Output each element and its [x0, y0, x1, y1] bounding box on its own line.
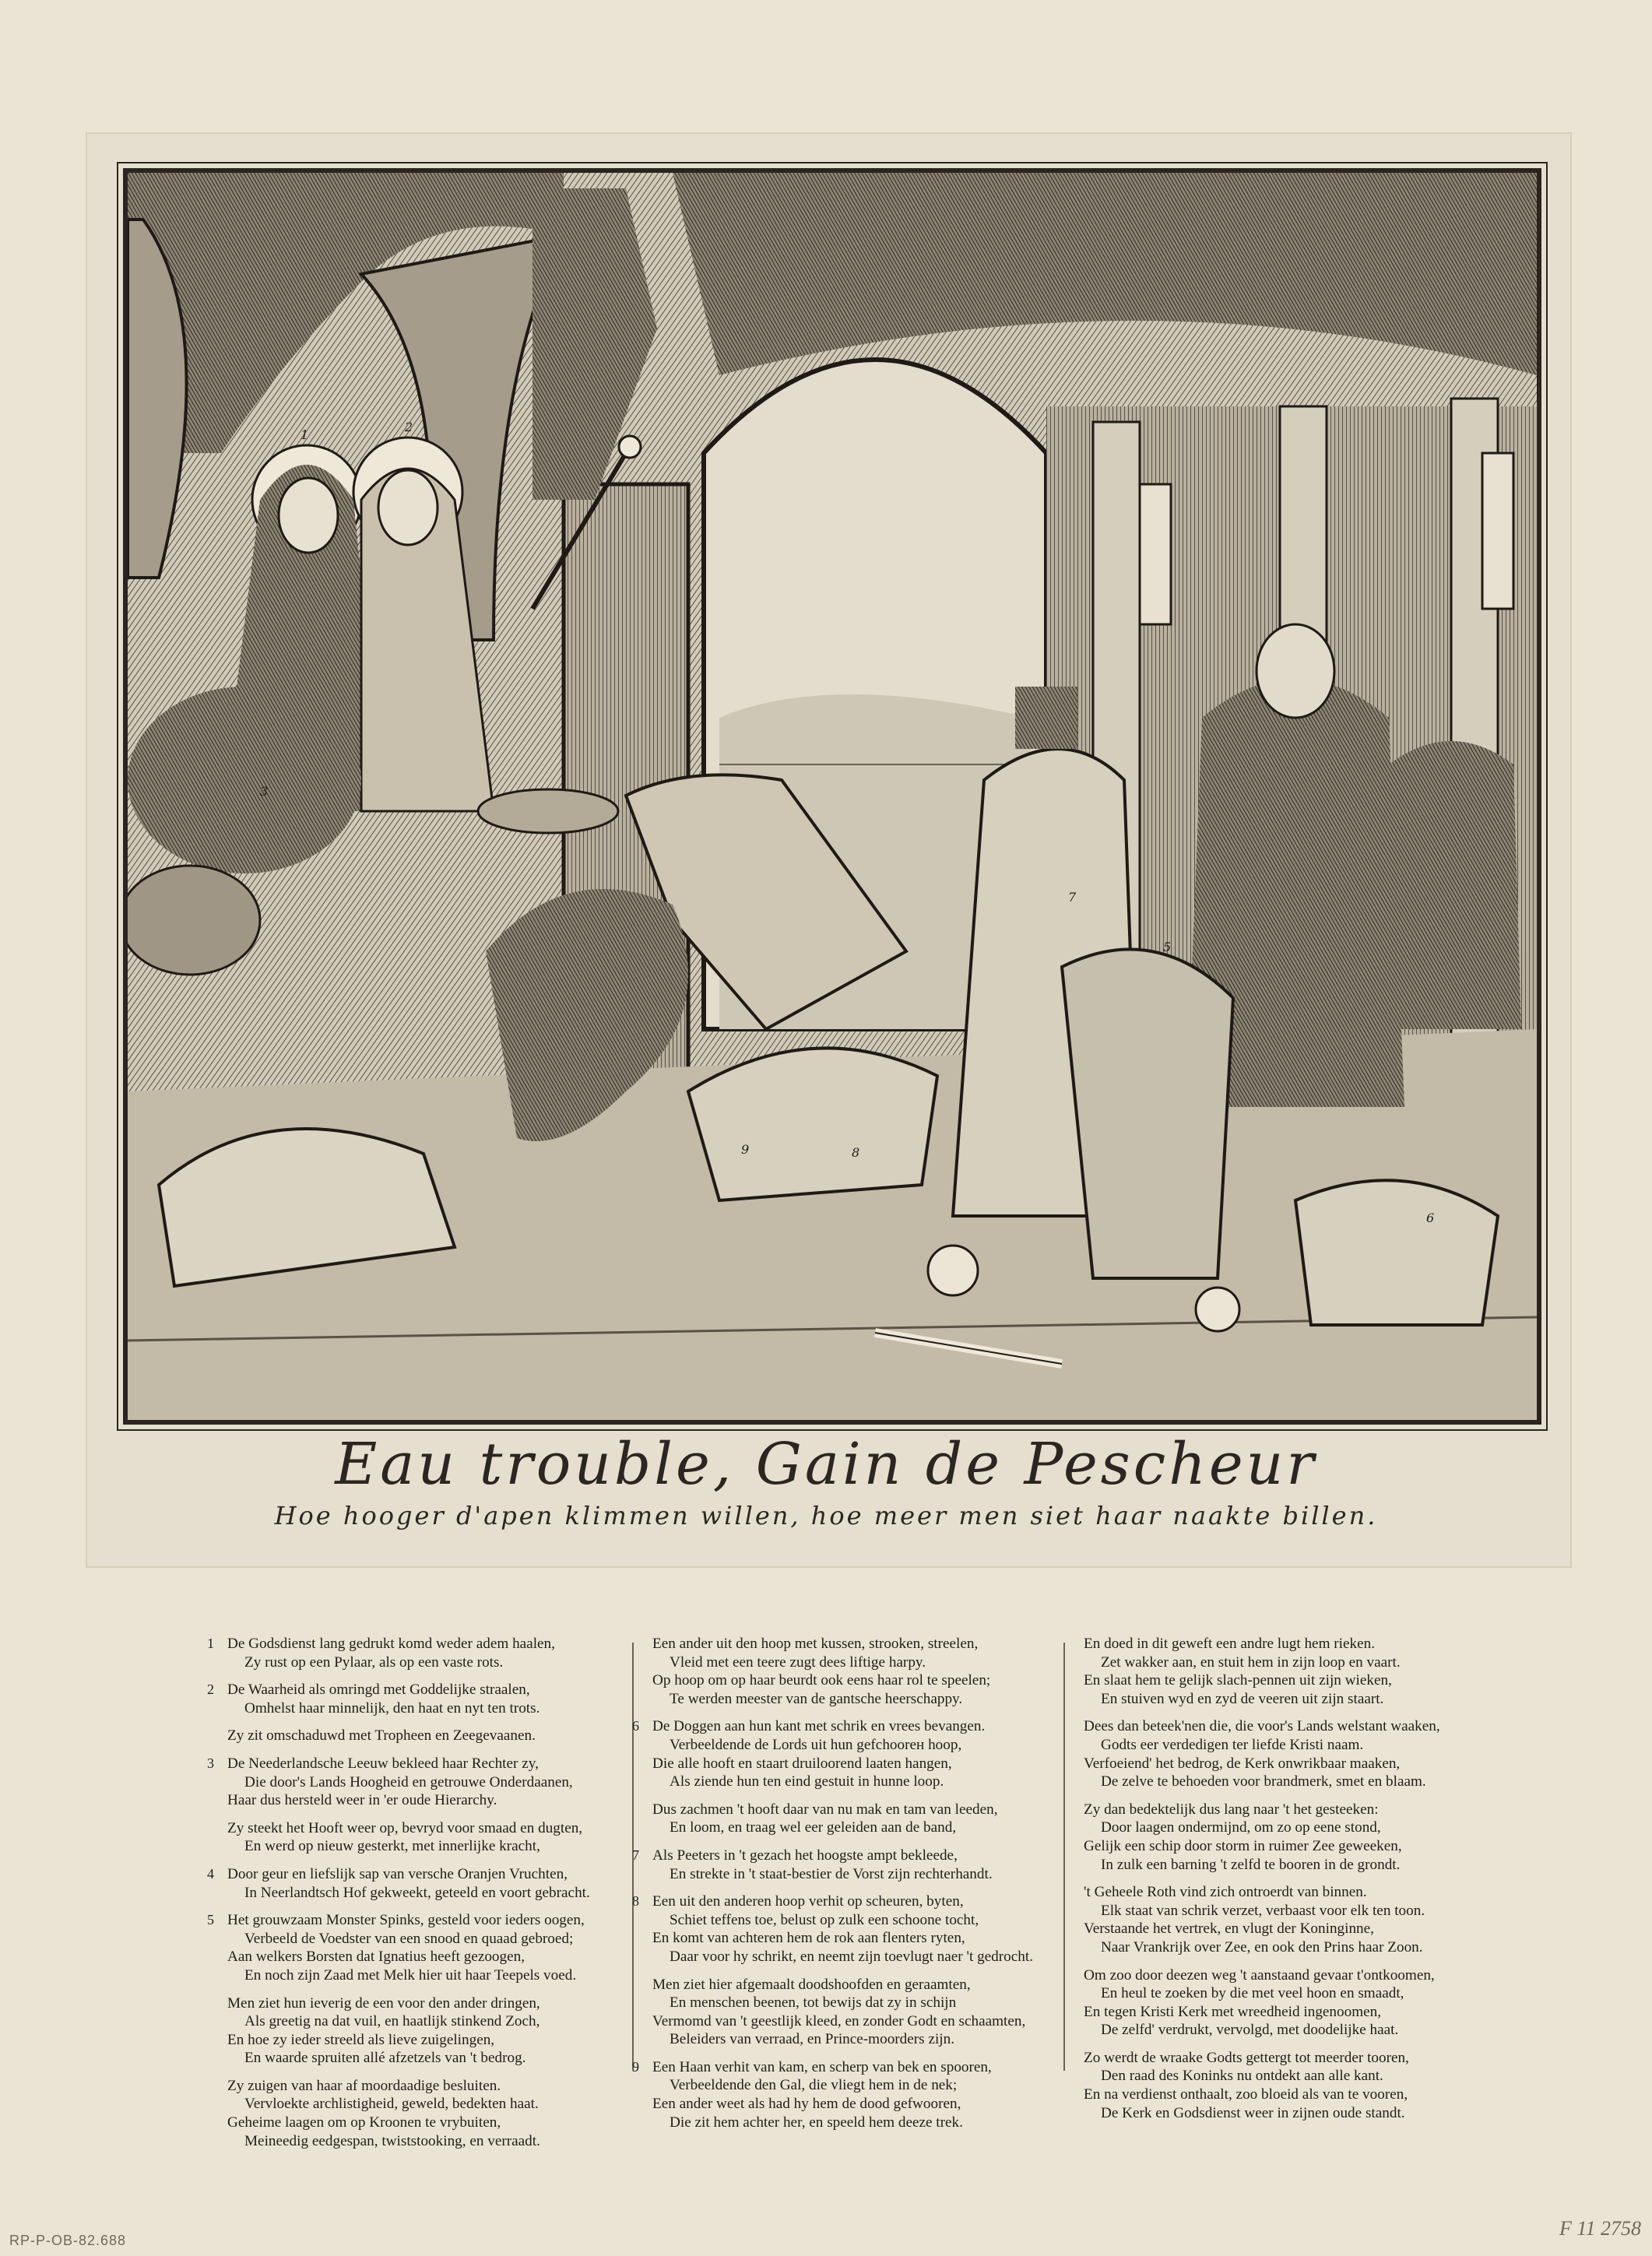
- poem-line: Gelijk een schip door storm in ruimer Zee geweeken,: [1084, 1837, 1402, 1854]
- figure-number-1: 1: [301, 427, 309, 442]
- poem-line: Verbeeld de Voedster van een snood en quaad gebroed;: [244, 1930, 574, 1947]
- poem-stanza: [632, 2058, 1057, 2131]
- skeleton-right: [1482, 453, 1513, 609]
- poem-line: Men ziet hun ieverig de een voor den ander dringen,: [227, 1994, 540, 2012]
- poem-stanza: [632, 1847, 1057, 1883]
- lion-heads: [128, 866, 260, 975]
- poem-column-1: [207, 1635, 632, 2159]
- figure-number-9: 9: [741, 1142, 750, 1157]
- poem-stanza: [227, 1727, 632, 1745]
- poem-line: Verbeeldende den Gal, die vliegt hem in de nek;: [670, 2077, 958, 2094]
- monk-figure: [1389, 741, 1521, 1029]
- poem-line: Verstaande het vertrek, en vlugt der Koninginne,: [1084, 1920, 1374, 1938]
- poem-line: In zulk een barning 't zelfd te booren in de grondt.: [1101, 1856, 1401, 1873]
- poem-line: Om zoo door deezen weg 't aanstaand gevaar t'ontkoomen,: [1084, 1966, 1435, 1984]
- poem-line: Zy zuigen van haar af moordaadige besluiten.: [227, 2077, 501, 2094]
- print-subtitle: Hoe hooger d'apen klimmen willen, hoe meer men siet haar naakte billen.: [274, 1501, 1378, 1530]
- inventory-number: RP-P-OB-82.688: [9, 2233, 127, 2248]
- poem-line: Die zit hem achter her, en speeld hem deeze trek.: [670, 2114, 963, 2131]
- poem-stanza: [227, 1994, 632, 2068]
- poem-stanza: [1084, 1883, 1489, 1956]
- figure-number-3: 3: [260, 784, 269, 799]
- poem-stanza: [207, 1911, 632, 1984]
- poem-line: Zy zit omschaduwd met Tropheen en Zeegevaanen.: [227, 1727, 536, 1745]
- poem-line: Die door's Lands Hoogheid en getrouwe Onderdaanen,: [244, 1773, 573, 1790]
- fruit-dish: [478, 789, 618, 833]
- poem-line: De Neederlandsche Leeuw bekleed haar Rechter zy,: [227, 1755, 539, 1772]
- poem-stanza: [1084, 1966, 1489, 2040]
- engraving-image: [123, 168, 1541, 1425]
- poem-line: Schiet teffens toe, belust op zulk een schoone tocht,: [670, 1911, 979, 1928]
- poem-stanza: [1084, 1635, 1489, 1708]
- poem-line: Als ziende hun ten eind gestuit in hunne loop.: [670, 1773, 944, 1790]
- skeleton: [1140, 484, 1171, 624]
- poem-line: Verfoeiend' het bedrog, de Kerk onwrikbaar maaken,: [1084, 1755, 1401, 1772]
- poem-line: En na verdienst onthaalt, zoo bloeid als van te vooren,: [1084, 2086, 1408, 2103]
- poem-line: Godts eer verdedigen ter liefde Kristi naam.: [1101, 1736, 1364, 1753]
- stanza-number: 7: [632, 1847, 639, 1863]
- poem-line: Op hoop om op haar beurdt ook eens haar rol te speelen;: [652, 1672, 991, 1689]
- poem-line: Te werden meester van de gantsche heerschappy.: [670, 1690, 963, 1707]
- skull-2: [1196, 1288, 1239, 1331]
- poem-stanza: [632, 1717, 1057, 1790]
- poem-line: En werd op nieuw gesterkt, met innerlijke kracht,: [244, 1838, 540, 1855]
- poem-line: Beleiders van verraad, en Prince-moorders zijn.: [670, 2031, 955, 2048]
- poem-line: Zy dan bedektelijk dus lang naar 't het gesteeken:: [1084, 1801, 1379, 1818]
- poem-line: En stuiven wyd en zyd de veeren uit zijn staart.: [1101, 1690, 1384, 1707]
- poem-line: En doed in dit geweft een andre lugt hem rieken.: [1084, 1636, 1376, 1652]
- poem-column-2: [632, 1635, 1057, 2141]
- stanza-number: 2: [207, 1681, 214, 1698]
- poem-line: Zo werdt de wraake Godts gettergt tot meerder tooren,: [1084, 2049, 1409, 2066]
- stanza-number: 5: [207, 1912, 214, 1928]
- poem-stanza: [652, 1976, 1057, 2049]
- poem-line: Meineedig eedgespan, twiststooking, en verraadt.: [244, 2132, 540, 2149]
- poem-line: Als Peeters in 't gezach het hoogste ampt bekleede,: [652, 1847, 958, 1864]
- poem-line: Vermomd van 't geestlijk kleed, en zonder Godt en schaamten,: [652, 2012, 1026, 2029]
- print-title: Eau trouble, Gain de Pescheur: [335, 1431, 1317, 1498]
- poem-line: Men ziet hier afgemaalt doodshoofden en geraamten,: [652, 1976, 971, 1993]
- poem-line: En waarde spruiten allé afzetzels van 't bedrog.: [244, 2050, 526, 2067]
- poem-line: Elk staat van schrik verzet, verbaast voor elk ten toon.: [1101, 1902, 1425, 1919]
- poem-line: Haar dus hersteld weer in 'er oude Hierarchy.: [227, 1792, 497, 1809]
- poem-stanza: [652, 1635, 1057, 1708]
- poem-stanza: [652, 1801, 1057, 1837]
- dog-center: [688, 1048, 937, 1200]
- poem-line: Een Haan verhit van kam, en scherp van bek en spooren,: [652, 2058, 992, 2075]
- poem-line: Door geur en liefslijk sap van versche Oranjen Vruchten,: [227, 1865, 568, 1882]
- poem-line: Aan welkers Borsten dat Ignatius heeft gezoogen,: [227, 1949, 525, 1966]
- poem-stanza: [1084, 1801, 1489, 1874]
- poem-line: De Doggen aan hun kant met schrik en vrees bevangen.: [652, 1718, 986, 1735]
- poem-line: Zy steekt het Hooft weer op, bevryd voor smaad en dugten,: [227, 1819, 583, 1836]
- handwritten-number: F 11 2758: [1559, 2217, 1641, 2240]
- poem-line: Naar Vrankrijk over Zee, en ook den Prins haar Zoon.: [1101, 1938, 1423, 1956]
- poem-line: En slaat hem te gelijk slach-pennen uit zijn wieken,: [1084, 1672, 1392, 1689]
- poem-line: En komt van achteren hem de rok aan flenters ryten,: [652, 1930, 965, 1947]
- stanza-number: 9: [632, 2058, 639, 2075]
- poem-stanza: [1084, 2049, 1489, 2122]
- poem-line: Dus zachmen 't hooft daar van nu mak en tam van leeden,: [652, 1801, 998, 1818]
- poem-line: De Godsdienst lang gedrukt komd weder adem haalen,: [227, 1636, 555, 1652]
- figure-number-2: 2: [405, 420, 413, 434]
- poem-line: Zet wakker aan, en stuit hem in zijn loop en vaart.: [1101, 1653, 1401, 1671]
- stanza-number: 3: [207, 1755, 214, 1771]
- figure-number-8: 8: [852, 1145, 860, 1160]
- poem-stanza: [227, 1819, 632, 1856]
- poem-line: De zelfd' verdrukt, vervolgd, met doodelijke haat.: [1101, 2022, 1399, 2039]
- allegorical-scene: [128, 173, 1537, 1420]
- poem-line: En strekte in 't staat-bestier de Vorst zijn rechterhandt.: [670, 1865, 993, 1882]
- poem-line: En menschen beenen, tot bewijs dat zy in schijn: [670, 1994, 957, 2012]
- figure-number-7: 7: [1068, 890, 1077, 905]
- poem-line: Door laagen ondermijnd, om zo op eene stond,: [1101, 1819, 1381, 1836]
- poem-line: Geheime laagen om op Kroonen te vrybuiten,: [227, 2114, 501, 2131]
- poem-stanza: [207, 1681, 632, 1717]
- stanza-number: 8: [632, 1893, 639, 1910]
- stanza-number: 4: [207, 1865, 214, 1882]
- poem-line: En hoe zy ieder streeld als lieve zuigelingen,: [227, 2031, 495, 2048]
- poem-stanza: [207, 1755, 632, 1810]
- poem-stanza: [207, 1865, 632, 1902]
- poem-line: En tegen Kristi Kerk met wreedheid ingenoomen,: [1084, 2003, 1382, 2020]
- poem-line: Dees dan beteek'nen die, die voor's Lands welstant waaken,: [1084, 1718, 1440, 1735]
- monster-sphinx: [1062, 950, 1233, 1279]
- poem-line: Omhelst haar minnelijk, den haat en nyt ten trots.: [244, 1699, 540, 1717]
- poem-line: Vleid met een teere zugt dees liftige harpy.: [670, 1653, 926, 1671]
- poem-line: 't Geheele Roth vind zich ontroerdt van binnen.: [1084, 1884, 1367, 1901]
- skull: [928, 1246, 978, 1295]
- lion: [128, 687, 361, 873]
- poem-line: Daar voor hy schrikt, en neemt zijn toevlugt naer 't gedrocht.: [670, 1948, 1034, 1965]
- poem-line: Als greetig na dat vuil, en haatlijk stinkend Zoch,: [244, 2013, 540, 2030]
- poem-line: En noch zijn Zaad met Melk hier uit haar Teepels voed.: [244, 1966, 577, 1984]
- figure-number-5: 5: [1163, 940, 1172, 954]
- column-divider: [1063, 1643, 1065, 2071]
- poem-stanza: [1084, 1717, 1489, 1790]
- poem-stanza: [632, 1892, 1057, 1966]
- poem-line: En heul te zoeken by die met veel hoon en smaadt,: [1101, 1985, 1404, 2002]
- poem-line: Den raad des Koninks nu ontdekt aan alle kant.: [1101, 2068, 1383, 2085]
- dog-right: [1295, 1180, 1498, 1325]
- poem-stanza: [207, 1635, 632, 1671]
- poem-stanza: [227, 2077, 632, 2150]
- poem-line: Een ander uit den hoop met kussen, strooken, streelen,: [652, 1636, 979, 1652]
- poem-line: Die alle hooft en staart druiloorend laaten hangen,: [652, 1755, 952, 1772]
- poem-line: In Neerlandtsch Hof gekweekt, geteeld en voort gebracht.: [244, 1884, 590, 1901]
- poem-line: Verbeeldende de Lords uit hun gefchoorен hoop,: [670, 1736, 962, 1753]
- poem-line: Vervloekte archlistigheid, geweld, bedekten haat.: [244, 2096, 539, 2113]
- poem-column-3: [1084, 1635, 1489, 2131]
- figure-number-6: 6: [1426, 1211, 1435, 1225]
- poem-line: Zy rust op een Pylaar, als op een vaste rots.: [244, 1653, 504, 1671]
- poem-line: De Kerk en Godsdienst weer in zijnen oude standt.: [1101, 2104, 1405, 2121]
- stanza-number: 6: [632, 1718, 639, 1734]
- poem-line: Een ander weet als had hy hem de dood gefwooren,: [652, 2096, 961, 2113]
- poem-line: De zelve te behoeden voor brandmerk, smet en blaam.: [1101, 1773, 1426, 1790]
- poem-line: Een uit den anderen hoop verhit op scheuren, byten,: [652, 1893, 964, 1910]
- poem-line: Het grouwzaam Monster Spinks, gesteld voor ieders oogen,: [227, 1912, 585, 1929]
- stanza-number: 1: [207, 1636, 214, 1651]
- poem-line: De Waarheid als omringd met Goddelijke straalen,: [227, 1681, 530, 1699]
- poem-line: En loom, en traag wel eer geleiden aan de band,: [670, 1819, 957, 1836]
